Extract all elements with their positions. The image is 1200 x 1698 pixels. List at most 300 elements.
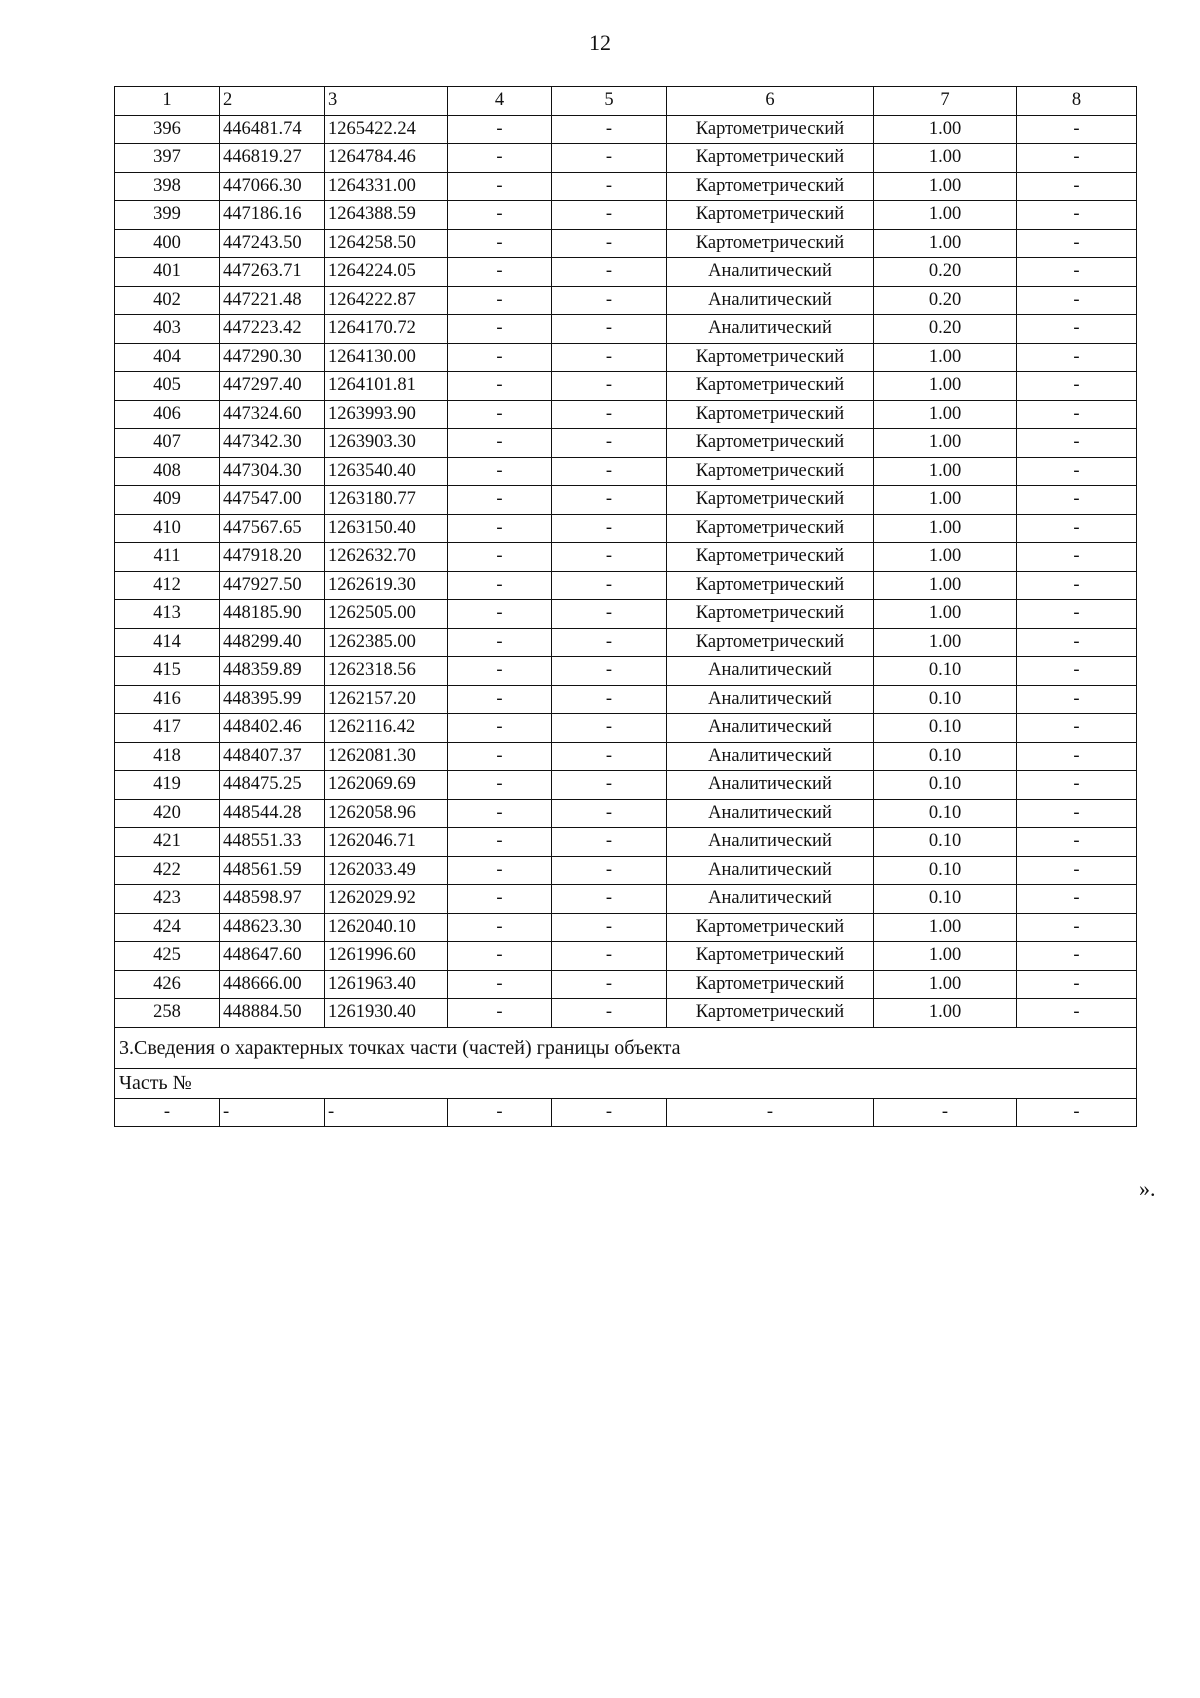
part-label: Часть № <box>115 1068 1137 1098</box>
cell-accuracy: 1.00 <box>874 913 1017 942</box>
cell-method: Аналитический <box>667 885 874 914</box>
cell-accuracy: 1.00 <box>874 201 1017 230</box>
cell-point-number: 410 <box>115 514 220 543</box>
cell-col-4: - <box>448 970 552 999</box>
cell-x-coordinate: 448884.50 <box>220 999 325 1028</box>
cell-x-coordinate: 447547.00 <box>220 486 325 515</box>
cell-method: Картометрический <box>667 144 874 173</box>
cell-method: Картометрический <box>667 942 874 971</box>
cell-col-8: - <box>1017 372 1137 401</box>
cell-accuracy: 1.00 <box>874 600 1017 629</box>
part-label-row <box>115 1068 1137 1098</box>
section-title: 3.Сведения о характерных точках части (частей) границы объекта <box>115 1027 1137 1068</box>
cell-method: Аналитический <box>667 286 874 315</box>
cell-col-8: - <box>1017 742 1137 771</box>
cell-col-4: - <box>448 457 552 486</box>
cell-col-8: - <box>1017 799 1137 828</box>
cell-method: Аналитический <box>667 657 874 686</box>
table-row <box>115 942 1137 971</box>
cell-col-8: - <box>1017 657 1137 686</box>
cell-col-5: - <box>552 742 667 771</box>
cell-point-number: 423 <box>115 885 220 914</box>
cell-x-coordinate: 447918.20 <box>220 543 325 572</box>
cell-y-coordinate: 1262081.30 <box>325 742 448 771</box>
cell-col-8: - <box>1017 685 1137 714</box>
cell-point-number: 406 <box>115 400 220 429</box>
cell-col-4: - <box>448 828 552 857</box>
cell-y-coordinate: - <box>325 1098 448 1127</box>
table-row <box>115 999 1137 1028</box>
cell-y-coordinate: 1262619.30 <box>325 571 448 600</box>
cell-accuracy: 1.00 <box>874 514 1017 543</box>
cell-col-8: - <box>1017 970 1137 999</box>
cell-method: Аналитический <box>667 714 874 743</box>
cell-x-coordinate: 447263.71 <box>220 258 325 287</box>
cell-accuracy: 1.00 <box>874 543 1017 572</box>
cell-x-coordinate: 447567.65 <box>220 514 325 543</box>
cell-accuracy: 0.20 <box>874 286 1017 315</box>
empty-part-row <box>115 1098 1137 1127</box>
cell-x-coordinate: 448623.30 <box>220 913 325 942</box>
cell-col-5: - <box>552 885 667 914</box>
cell-col-5: - <box>552 258 667 287</box>
cell-col-8: - <box>1017 457 1137 486</box>
cell-x-coordinate: 447324.60 <box>220 400 325 429</box>
table-row <box>115 543 1137 572</box>
table-row <box>115 486 1137 515</box>
cell-y-coordinate: 1261963.40 <box>325 970 448 999</box>
cell-y-coordinate: 1262632.70 <box>325 543 448 572</box>
cell-method: Аналитический <box>667 856 874 885</box>
cell-col-5: - <box>552 543 667 572</box>
cell-col-4: - <box>448 657 552 686</box>
cell-col-4: - <box>448 1098 552 1127</box>
cell-col-4: - <box>448 600 552 629</box>
cell-col-8: - <box>1017 144 1137 173</box>
cell-col-5: - <box>552 600 667 629</box>
cell-method: Аналитический <box>667 742 874 771</box>
cell-point-number: 425 <box>115 942 220 971</box>
cell-x-coordinate: 448475.25 <box>220 771 325 800</box>
cell-x-coordinate: 448598.97 <box>220 885 325 914</box>
cell-y-coordinate: 1264784.46 <box>325 144 448 173</box>
cell-x-coordinate: 447304.30 <box>220 457 325 486</box>
cell-accuracy: 0.20 <box>874 258 1017 287</box>
cell-method: Картометрический <box>667 400 874 429</box>
cell-accuracy: 0.10 <box>874 799 1017 828</box>
cell-col-8: - <box>1017 1098 1137 1127</box>
cell-x-coordinate: 447297.40 <box>220 372 325 401</box>
cell-col-5: - <box>552 115 667 144</box>
table-row <box>115 201 1137 230</box>
table-row <box>115 429 1137 458</box>
cell-x-coordinate: 448666.00 <box>220 970 325 999</box>
cell-col-4: - <box>448 286 552 315</box>
cell-x-coordinate: 448359.89 <box>220 657 325 686</box>
cell-method: Картометрический <box>667 913 874 942</box>
cell-accuracy: 0.20 <box>874 315 1017 344</box>
table-row <box>115 315 1137 344</box>
cell-col-4: - <box>448 685 552 714</box>
cell-y-coordinate: 1262058.96 <box>325 799 448 828</box>
table-row <box>115 372 1137 401</box>
cell-accuracy: 0.10 <box>874 685 1017 714</box>
cell-col-4: - <box>448 571 552 600</box>
cell-x-coordinate: 446819.27 <box>220 144 325 173</box>
cell-accuracy: 1.00 <box>874 429 1017 458</box>
table-row <box>115 913 1137 942</box>
cell-accuracy: 0.10 <box>874 771 1017 800</box>
cell-col-4: - <box>448 714 552 743</box>
table-row <box>115 400 1137 429</box>
cell-col-5: - <box>552 429 667 458</box>
cell-col-8: - <box>1017 628 1137 657</box>
cell-col-4: - <box>448 799 552 828</box>
table-row <box>115 885 1137 914</box>
table-row <box>115 771 1137 800</box>
cell-x-coordinate: 447186.16 <box>220 201 325 230</box>
cell-method: Картометрический <box>667 970 874 999</box>
cell-col-4: - <box>448 201 552 230</box>
cell-point-number: 1 <box>115 87 220 116</box>
cell-col-4: - <box>448 343 552 372</box>
cell-accuracy: 1.00 <box>874 486 1017 515</box>
coordinates-table <box>114 86 1137 1127</box>
table-row <box>115 600 1137 629</box>
cell-method: Картометрический <box>667 486 874 515</box>
cell-point-number: 396 <box>115 115 220 144</box>
cell-method: Картометрический <box>667 201 874 230</box>
cell-x-coordinate: 448561.59 <box>220 856 325 885</box>
cell-method: Картометрический <box>667 115 874 144</box>
cell-accuracy: 1.00 <box>874 942 1017 971</box>
cell-col-8: - <box>1017 229 1137 258</box>
cell-y-coordinate: 1264101.81 <box>325 372 448 401</box>
cell-x-coordinate: 446481.74 <box>220 115 325 144</box>
cell-x-coordinate: 447221.48 <box>220 286 325 315</box>
cell-accuracy: 0.10 <box>874 885 1017 914</box>
cell-col-5: - <box>552 771 667 800</box>
table-row <box>115 856 1137 885</box>
cell-col-5: - <box>552 685 667 714</box>
cell-point-number: 400 <box>115 229 220 258</box>
table-row <box>115 343 1137 372</box>
cell-col-8: - <box>1017 600 1137 629</box>
cell-x-coordinate: 447290.30 <box>220 343 325 372</box>
cell-accuracy: 0.10 <box>874 714 1017 743</box>
cell-point-number: 415 <box>115 657 220 686</box>
cell-method: 6 <box>667 87 874 116</box>
cell-col-4: - <box>448 771 552 800</box>
cell-point-number: 399 <box>115 201 220 230</box>
cell-point-number: 407 <box>115 429 220 458</box>
cell-col-5: - <box>552 229 667 258</box>
cell-col-5: - <box>552 343 667 372</box>
cell-y-coordinate: 1262157.20 <box>325 685 448 714</box>
cell-point-number: 404 <box>115 343 220 372</box>
table-row <box>115 172 1137 201</box>
cell-col-5: - <box>552 514 667 543</box>
cell-method: Аналитический <box>667 799 874 828</box>
cell-point-number: 403 <box>115 315 220 344</box>
cell-col-8: - <box>1017 771 1137 800</box>
cell-method: Картометрический <box>667 628 874 657</box>
table-row <box>115 657 1137 686</box>
cell-col-5: - <box>552 201 667 230</box>
cell-x-coordinate: 447223.42 <box>220 315 325 344</box>
cell-col-5: - <box>552 315 667 344</box>
cell-col-5: - <box>552 457 667 486</box>
cell-col-8: - <box>1017 429 1137 458</box>
cell-col-8: - <box>1017 942 1137 971</box>
cell-col-5: - <box>552 828 667 857</box>
cell-method: Аналитический <box>667 315 874 344</box>
cell-col-5: - <box>552 657 667 686</box>
cell-method: Аналитический <box>667 685 874 714</box>
cell-col-4: - <box>448 429 552 458</box>
cell-col-5: 5 <box>552 87 667 116</box>
cell-accuracy: - <box>874 1098 1017 1127</box>
cell-point-number: 419 <box>115 771 220 800</box>
cell-point-number: 420 <box>115 799 220 828</box>
cell-y-coordinate: 1264222.87 <box>325 286 448 315</box>
cell-accuracy: 1.00 <box>874 343 1017 372</box>
closing-quote-mark: ». <box>1139 1176 1156 1201</box>
cell-col-4: - <box>448 543 552 572</box>
cell-col-8: - <box>1017 343 1137 372</box>
table-row <box>115 514 1137 543</box>
cell-y-coordinate: 1264258.50 <box>325 229 448 258</box>
cell-y-coordinate: 1263540.40 <box>325 457 448 486</box>
cell-accuracy: 0.10 <box>874 657 1017 686</box>
cell-col-8: - <box>1017 828 1137 857</box>
cell-col-8: - <box>1017 201 1137 230</box>
cell-col-8: - <box>1017 400 1137 429</box>
table-row <box>115 685 1137 714</box>
cell-point-number: 411 <box>115 543 220 572</box>
cell-col-5: - <box>552 286 667 315</box>
table-row <box>115 286 1137 315</box>
cell-accuracy: 1.00 <box>874 172 1017 201</box>
cell-point-number: 418 <box>115 742 220 771</box>
cell-method: Картометрический <box>667 229 874 258</box>
cell-col-5: - <box>552 144 667 173</box>
cell-col-5: - <box>552 571 667 600</box>
cell-accuracy: 1.00 <box>874 999 1017 1028</box>
cell-x-coordinate: - <box>220 1098 325 1127</box>
table-header-row <box>115 87 1137 116</box>
cell-accuracy: 1.00 <box>874 571 1017 600</box>
cell-accuracy: 1.00 <box>874 144 1017 173</box>
cell-col-5: - <box>552 970 667 999</box>
table-row <box>115 742 1137 771</box>
cell-y-coordinate: 1261930.40 <box>325 999 448 1028</box>
cell-y-coordinate: 3 <box>325 87 448 116</box>
cell-method: Аналитический <box>667 258 874 287</box>
cell-y-coordinate: 1262116.42 <box>325 714 448 743</box>
cell-y-coordinate: 1262040.10 <box>325 913 448 942</box>
table-row <box>115 457 1137 486</box>
cell-col-4: - <box>448 172 552 201</box>
cell-col-5: - <box>552 372 667 401</box>
cell-col-8: 8 <box>1017 87 1137 116</box>
section-title-row <box>115 1027 1137 1068</box>
cell-col-4: 4 <box>448 87 552 116</box>
cell-method: Картометрический <box>667 429 874 458</box>
cell-y-coordinate: 1263150.40 <box>325 514 448 543</box>
cell-accuracy: 1.00 <box>874 229 1017 258</box>
cell-col-5: - <box>552 856 667 885</box>
cell-col-8: - <box>1017 885 1137 914</box>
cell-col-4: - <box>448 315 552 344</box>
cell-col-4: - <box>448 229 552 258</box>
cell-y-coordinate: 1264388.59 <box>325 201 448 230</box>
cell-method: Картометрический <box>667 999 874 1028</box>
cell-col-5: - <box>552 486 667 515</box>
cell-accuracy: 1.00 <box>874 115 1017 144</box>
cell-col-4: - <box>448 144 552 173</box>
cell-point-number: 414 <box>115 628 220 657</box>
cell-accuracy: 7 <box>874 87 1017 116</box>
cell-point-number: 397 <box>115 144 220 173</box>
cell-point-number: 416 <box>115 685 220 714</box>
cell-method: Картометрический <box>667 600 874 629</box>
cell-accuracy: 1.00 <box>874 457 1017 486</box>
cell-col-8: - <box>1017 315 1137 344</box>
cell-x-coordinate: 447927.50 <box>220 571 325 600</box>
cell-x-coordinate: 448185.90 <box>220 600 325 629</box>
cell-col-4: - <box>448 742 552 771</box>
cell-method: Картометрический <box>667 571 874 600</box>
cell-col-5: - <box>552 172 667 201</box>
cell-point-number: 426 <box>115 970 220 999</box>
cell-y-coordinate: 1261996.60 <box>325 942 448 971</box>
cell-y-coordinate: 1262046.71 <box>325 828 448 857</box>
table-row <box>115 258 1137 287</box>
cell-col-4: - <box>448 628 552 657</box>
cell-x-coordinate: 447243.50 <box>220 229 325 258</box>
cell-col-8: - <box>1017 856 1137 885</box>
table-row <box>115 144 1137 173</box>
cell-col-4: - <box>448 258 552 287</box>
cell-col-8: - <box>1017 115 1137 144</box>
cell-x-coordinate: 448647.60 <box>220 942 325 971</box>
cell-y-coordinate: 1262029.92 <box>325 885 448 914</box>
cell-y-coordinate: 1263993.90 <box>325 400 448 429</box>
cell-y-coordinate: 1262033.49 <box>325 856 448 885</box>
cell-col-5: - <box>552 400 667 429</box>
cell-x-coordinate: 448544.28 <box>220 799 325 828</box>
cell-accuracy: 0.10 <box>874 828 1017 857</box>
cell-y-coordinate: 1262385.00 <box>325 628 448 657</box>
cell-col-4: - <box>448 913 552 942</box>
cell-col-8: - <box>1017 258 1137 287</box>
cell-y-coordinate: 1265422.24 <box>325 115 448 144</box>
cell-col-8: - <box>1017 543 1137 572</box>
cell-accuracy: 0.10 <box>874 742 1017 771</box>
table-body <box>115 87 1137 1127</box>
cell-y-coordinate: 1264331.00 <box>325 172 448 201</box>
cell-col-8: - <box>1017 172 1137 201</box>
cell-method: Аналитический <box>667 771 874 800</box>
table-row <box>115 628 1137 657</box>
cell-method: Картометрический <box>667 514 874 543</box>
cell-y-coordinate: 1263180.77 <box>325 486 448 515</box>
table-row <box>115 571 1137 600</box>
cell-y-coordinate: 1264224.05 <box>325 258 448 287</box>
table-row <box>115 229 1137 258</box>
cell-col-5: - <box>552 628 667 657</box>
cell-col-4: - <box>448 400 552 429</box>
cell-y-coordinate: 1264170.72 <box>325 315 448 344</box>
cell-point-number: 421 <box>115 828 220 857</box>
cell-accuracy: 1.00 <box>874 372 1017 401</box>
cell-y-coordinate: 1263903.30 <box>325 429 448 458</box>
cell-point-number: 408 <box>115 457 220 486</box>
cell-x-coordinate: 448402.46 <box>220 714 325 743</box>
cell-method: - <box>667 1098 874 1127</box>
cell-method: Картометрический <box>667 343 874 372</box>
cell-accuracy: 1.00 <box>874 400 1017 429</box>
cell-method: Картометрический <box>667 457 874 486</box>
table-row <box>115 970 1137 999</box>
cell-point-number: 398 <box>115 172 220 201</box>
cell-point-number: 424 <box>115 913 220 942</box>
table-wrapper <box>114 86 1137 1127</box>
cell-y-coordinate: 1264130.00 <box>325 343 448 372</box>
cell-col-8: - <box>1017 486 1137 515</box>
table-row <box>115 714 1137 743</box>
cell-point-number: 422 <box>115 856 220 885</box>
cell-col-8: - <box>1017 514 1137 543</box>
cell-col-4: - <box>448 115 552 144</box>
table-row <box>115 115 1137 144</box>
cell-point-number: 401 <box>115 258 220 287</box>
cell-col-4: - <box>448 856 552 885</box>
cell-y-coordinate: 1262069.69 <box>325 771 448 800</box>
cell-x-coordinate: 448407.37 <box>220 742 325 771</box>
cell-x-coordinate: 447342.30 <box>220 429 325 458</box>
table-row <box>115 828 1137 857</box>
cell-accuracy: 0.10 <box>874 856 1017 885</box>
cell-accuracy: 1.00 <box>874 628 1017 657</box>
cell-col-4: - <box>448 999 552 1028</box>
cell-col-5: - <box>552 913 667 942</box>
cell-col-4: - <box>448 486 552 515</box>
cell-method: Аналитический <box>667 828 874 857</box>
cell-accuracy: 1.00 <box>874 970 1017 999</box>
cell-col-4: - <box>448 885 552 914</box>
cell-col-4: - <box>448 942 552 971</box>
cell-point-number: 258 <box>115 999 220 1028</box>
cell-x-coordinate: 448299.40 <box>220 628 325 657</box>
cell-col-8: - <box>1017 913 1137 942</box>
cell-col-8: - <box>1017 286 1137 315</box>
cell-point-number: 402 <box>115 286 220 315</box>
cell-point-number: - <box>115 1098 220 1127</box>
cell-col-5: - <box>552 942 667 971</box>
cell-col-8: - <box>1017 999 1137 1028</box>
cell-col-8: - <box>1017 714 1137 743</box>
cell-col-5: - <box>552 714 667 743</box>
cell-x-coordinate: 448395.99 <box>220 685 325 714</box>
cell-x-coordinate: 2 <box>220 87 325 116</box>
cell-method: Картометрический <box>667 543 874 572</box>
cell-y-coordinate: 1262505.00 <box>325 600 448 629</box>
cell-col-5: - <box>552 999 667 1028</box>
cell-col-5: - <box>552 799 667 828</box>
cell-method: Картометрический <box>667 172 874 201</box>
